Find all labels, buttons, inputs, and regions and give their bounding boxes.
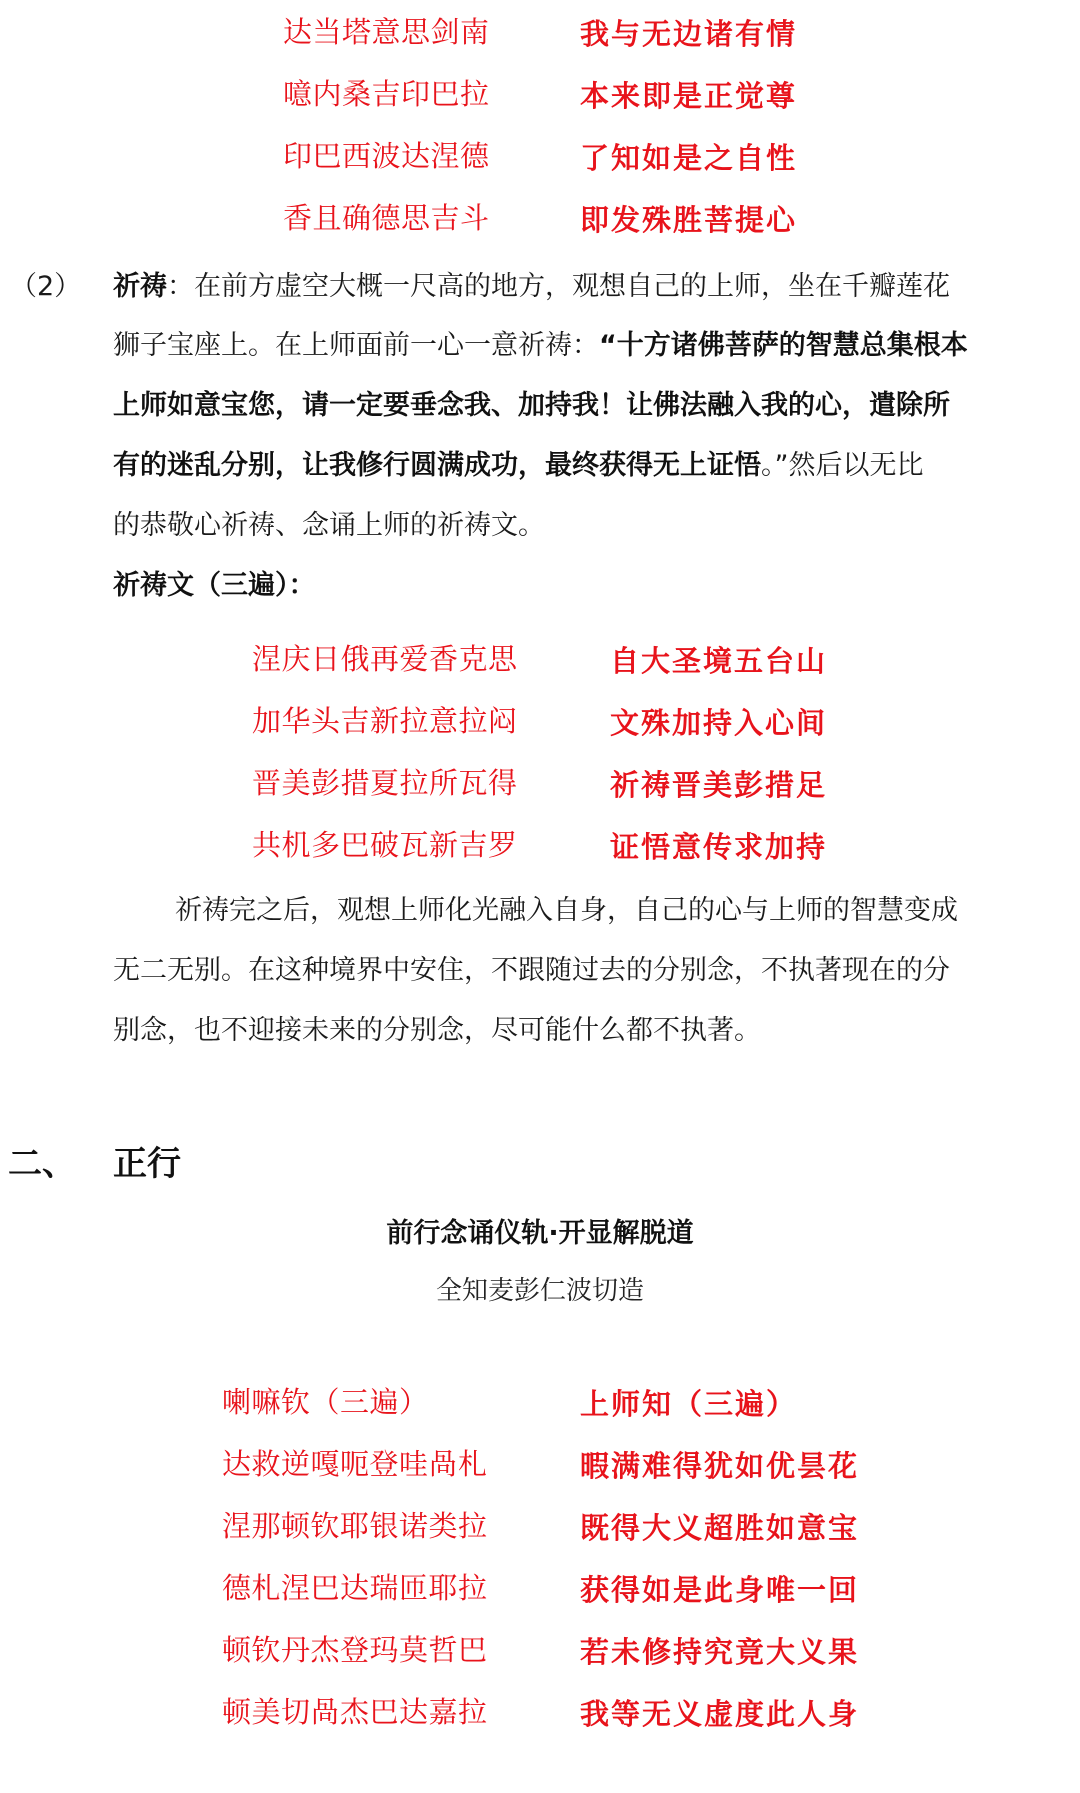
paragraph-bold-text: “十方诸佛菩萨的智慧总集根本 <box>599 330 968 361</box>
verse-line-left: 德札涅巴达瑞匝耶拉 <box>222 1571 488 1605</box>
verse-line-left: 涅庆日俄再爱香克思 <box>252 642 518 676</box>
verse-line-right: 祈祷晋美彭措足 <box>610 768 828 802</box>
verse-line-right: 既得大义超胜如意宝 <box>580 1511 860 1545</box>
paragraph-text: 。”然后以无比 <box>761 450 924 481</box>
verse-line-right: 暇满难得犹如优昙花 <box>580 1449 860 1483</box>
verse-line-left: 喇嘛钦（三遍） <box>222 1385 429 1419</box>
verse-line-left: 顿美切咼杰巴达嘉拉 <box>222 1695 488 1729</box>
paragraph-line <box>113 452 924 479</box>
paragraph-line <box>113 273 950 300</box>
item-number: （2） <box>10 271 82 302</box>
paragraph-bold-text: 有的迷乱分别，让我修行圆满成功，最终获得无上证悟 <box>113 450 761 481</box>
paragraph-line: 无二无别。在这种境界中安住，不跟随过去的分别念，不执著现在的分 <box>113 955 950 986</box>
verse-line-left: 共机多巴破瓦新吉罗 <box>252 828 518 862</box>
verse-line-left: 晋美彭措夏拉所瓦得 <box>252 766 518 800</box>
verse-line-left: 加华头吉新拉意拉闷 <box>252 704 518 738</box>
verse-line-right: 上师知（三遍） <box>580 1387 798 1421</box>
verse-line-left: 达当塔意思剑南 <box>283 15 490 49</box>
verse-line-right: 我与无边诸有情 <box>580 17 798 51</box>
paragraph-line <box>113 332 968 359</box>
verse-line-left: 印巴西波达涅德 <box>283 139 490 173</box>
section-title: 正行 <box>113 1144 181 1184</box>
verse-line-right: 本来即是正觉尊 <box>580 79 798 113</box>
verse-line-right: 即发殊胜菩提心 <box>580 203 798 237</box>
verse-line-right: 我等无义虚度此人身 <box>580 1697 860 1731</box>
paragraph-line: 别念，也不迎接未来的分别念，尽可能什么都不执著。 <box>113 1015 761 1046</box>
verse-line-left: 涅那顿钦耶银诺类拉 <box>222 1509 488 1543</box>
prayer-subheading: 祈祷文（三遍）： <box>113 570 316 601</box>
liturgy-title: 前行念诵仪轨·开显解脱道 <box>386 1218 694 1249</box>
verse-line-right: 自大圣境五台山 <box>610 644 828 678</box>
verse-line-right: 文殊加持入心间 <box>610 706 828 740</box>
verse-line-left: 香且确德思吉斗 <box>283 201 490 235</box>
section-number: 二、 <box>8 1144 76 1184</box>
verse-line-left: 顿钦丹杰登玛莫哲巴 <box>222 1633 488 1667</box>
liturgy-author: 全知麦彭仁波切造 <box>435 1276 644 1306</box>
paragraph-text: 狮子宝座上。在上师面前一心一意祈祷： <box>113 330 599 361</box>
verse-line-right: 若未修持究竟大义果 <box>580 1635 860 1669</box>
verse-line-right: 证悟意传求加持 <box>610 830 828 864</box>
prayer-heading: 祈祷 <box>113 271 167 302</box>
verse-line-left: 噫内桑吉印巴拉 <box>283 77 490 111</box>
paragraph-text: ：在前方虚空大概一尺高的地方，观想自己的上师，坐在千瓣莲花 <box>167 271 950 302</box>
paragraph-line: 的恭敬心祈祷、念诵上师的祈祷文。 <box>113 510 545 541</box>
verse-line-right: 了知如是之自性 <box>580 141 798 175</box>
verse-line-left: 达救逆嘎呃登哇咼札 <box>222 1447 488 1481</box>
verse-line-right: 获得如是此身唯一回 <box>580 1573 860 1607</box>
paragraph-line: 祈祷完之后，观想上师化光融入自身，自己的心与上师的智慧变成 <box>175 895 958 926</box>
paragraph-bold-line: 上师如意宝您，请一定要垂念我、加持我！让佛法融入我的心，遣除所 <box>113 390 950 421</box>
